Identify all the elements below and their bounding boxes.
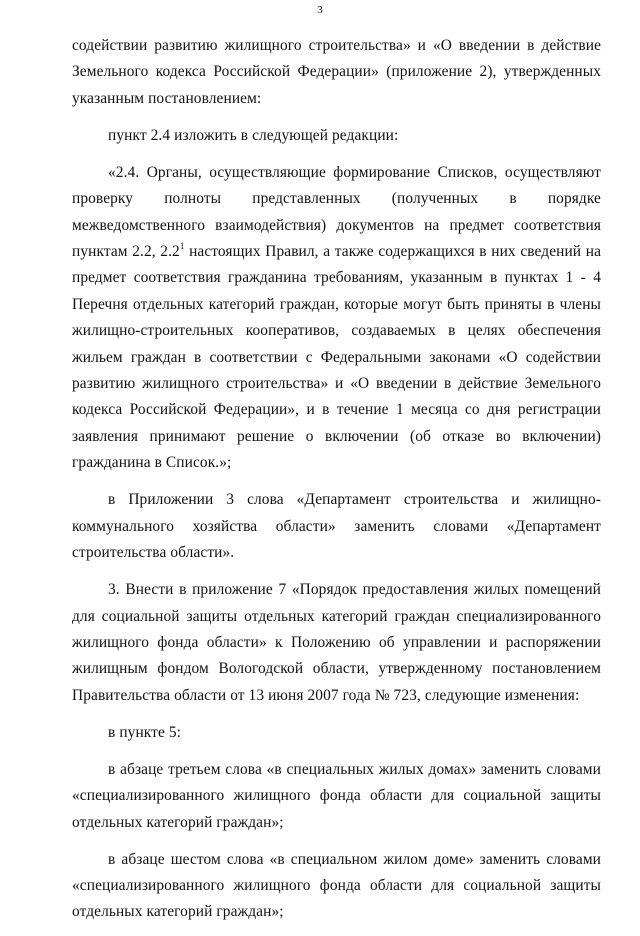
page-number: 3 <box>317 4 323 16</box>
point-2-4-text-end: настоящих Правил, а также содержащихся в них сведений на предмет соответствия гражданина требованиям, указанным в пунктах 1 - 4 Перечня отдельных категорий граждан, которые могут быть приняты в члены жилищно-строительных кооперативов, создаваемых в целях обеспечения жильем граждан в соответствии с Федеральными законами «О содействии развитию жилищного строительства» и «О введении в действие Земельного кодекса Российской Федерации», и в течение 1 месяца со дня регистрации заявления принимают решение о включении (об отказе во включении) гражданина в Список.»; <box>72 243 602 472</box>
paragraph-point-2-4-text <box>72 160 601 477</box>
paragraph-appendix-3: в Приложении 3 слова «Департамент строительства и жилищно-коммунального хозяйства области» заменить словами «Департамент строительства области». <box>72 491 601 562</box>
paragraph-continuation: содействии развитию жилищного строительства» и «О введении в действие Земельного кодекса Российской Федерации» (приложение 2), утвержденных указанным постановлением: <box>72 37 601 107</box>
document-body <box>72 33 601 936</box>
paragraph-point-5: в пункте 5: <box>108 723 182 741</box>
point-2-4-text-start: «2.4. Органы, осуществляющие формирование Списков, осуществляют проверку полноты представленных (полученных в порядке межведомственного взаимодействия) документов на предмет соответствия пунктам 2.2, 2.2 <box>72 163 601 261</box>
superscript-1: 1 <box>179 241 185 252</box>
paragraph-third-subparagraph: в абзаце третьем слова «в специальных жилых домах» заменить словами «специализированного жилищного фонда области для социальной защиты отдельных категорий граждан»; <box>72 760 601 831</box>
paragraph-item-3: 3. Внести в приложение 7 «Порядок предоставления жилых помещений для социальной защиты отдельных категорий граждан специализированного жилищного фонда области» к Положению об управлении и распоряжении жилищным фондом Вологодской области, утвержденному постановлением Правительства области от 13 июня 2007 года № 723, следующие изменения: <box>72 581 601 704</box>
paragraph-point-2-4-intro: пункт 2.4 изложить в следующей редакции: <box>108 126 399 144</box>
paragraph-sixth-subparagraph: в абзаце шестом слова «в специальном жилом доме» заменить словами «специализированного жилищного фонда области для социальной защиты отдельных категорий граждан»; <box>72 850 601 921</box>
